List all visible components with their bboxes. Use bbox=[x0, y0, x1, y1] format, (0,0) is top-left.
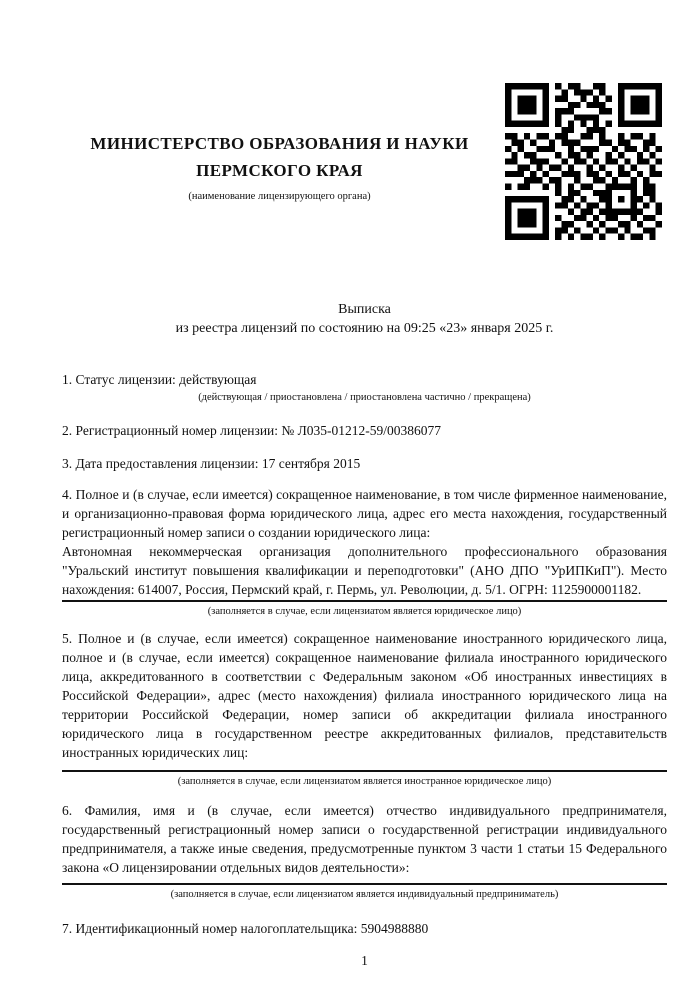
item-legal-entity-label: 4. Полное и (в случае, если имеется) сокращенное наименование, в том числе фирменное наименование, и организационно-правовая форма юридического лица, адрес его места нахождения, государственный регистрационный номер записи о создании юридического лица: bbox=[62, 487, 667, 540]
item-taxpayer-number: 7. Идентификационный номер налогоплательщика: 5904988880 bbox=[62, 921, 429, 936]
empty-fill-space bbox=[62, 762, 667, 770]
item-registration-number: 2. Регистрационный номер лицензии: № Л035-01212-59/00386077 bbox=[62, 423, 442, 438]
item-foreign-entity-label: 5. Полное и (в случае, если имеется) сокращенное наименование иностранного юридического лица, полное и (в случае, если имеется) сокращенное наименование филиала иностранного юридического лица, аккредитованного в соответствии с Федеральным законом «Об иностранных инвестициях в Российской Федерации», адрес (место нахождения) филиала иностранного юридического лица на территории Российской Федерации, номер записи об аккредитации филиала иностранного юридического лица в государственном реестре аккредитованных филиалов, представительств иностранных юридических лиц: bbox=[62, 631, 667, 760]
authority-name-line2: ПЕРМСКОГО КРАЯ bbox=[196, 161, 363, 180]
page-number: 1 bbox=[361, 953, 368, 968]
fill-line bbox=[62, 770, 667, 772]
item-individual-entrepreneur-label: 6. Фамилия, имя и (в случае, если имеется) отчество индивидуального предпринимателя, государственный регистрационный номер записи о государственной регистрации индивидуального предпринимателя, а также иные сведения, предусмотренные пунктом 3 части 1 статьи 15 Федерального закона «О лицензировании отдельных видов деятельности»: bbox=[62, 803, 667, 875]
document-title: Выписка bbox=[338, 302, 391, 317]
item-legal-entity-value: Автономная некоммерческая организация дополнительного профессионального образования "Уральский институт повышения квалификации и переподготовки" (АНО ДПО "УрИПКиП"). Место нахождения: 614007, Россия, Пермский край, г. Пермь, ул. Революции, д. 5/1. ОГРН: 1125900001182. bbox=[62, 544, 667, 597]
item-license-status: 1. Статус лицензии: действующая bbox=[62, 372, 257, 387]
item-individual-entrepreneur-caption: (заполняется в случае, если лицензиатом является индивидуальный предприниматель) bbox=[170, 889, 559, 900]
licensing-authority-block bbox=[62, 130, 497, 203]
authority-caption: (наименование лицензирующего органа) bbox=[188, 191, 371, 202]
item-foreign-entity-caption: (заполняется в случае, если лицензиатом является иностранное юридическое лицо) bbox=[177, 776, 552, 787]
qr-code-icon bbox=[505, 83, 662, 240]
fill-line bbox=[62, 600, 667, 602]
item-license-status-caption: (действующая / приостановлена / приостановлена частично / прекращена) bbox=[198, 392, 531, 403]
document-header bbox=[62, 0, 667, 240]
authority-name-line1: МИНИСТЕРСТВО ОБРАЗОВАНИЯ И НАУКИ bbox=[90, 134, 469, 153]
document-subtitle: из реестра лицензий по состоянию на 09:25 «23» января 2025 г. bbox=[175, 321, 554, 336]
item-grant-date: 3. Дата предоставления лицензии: 17 сентября 2015 bbox=[62, 456, 361, 471]
authority-name bbox=[62, 130, 497, 184]
fill-line bbox=[62, 883, 667, 885]
item-legal-entity-caption: (заполняется в случае, если лицензиатом является юридическое лицо) bbox=[207, 606, 522, 617]
